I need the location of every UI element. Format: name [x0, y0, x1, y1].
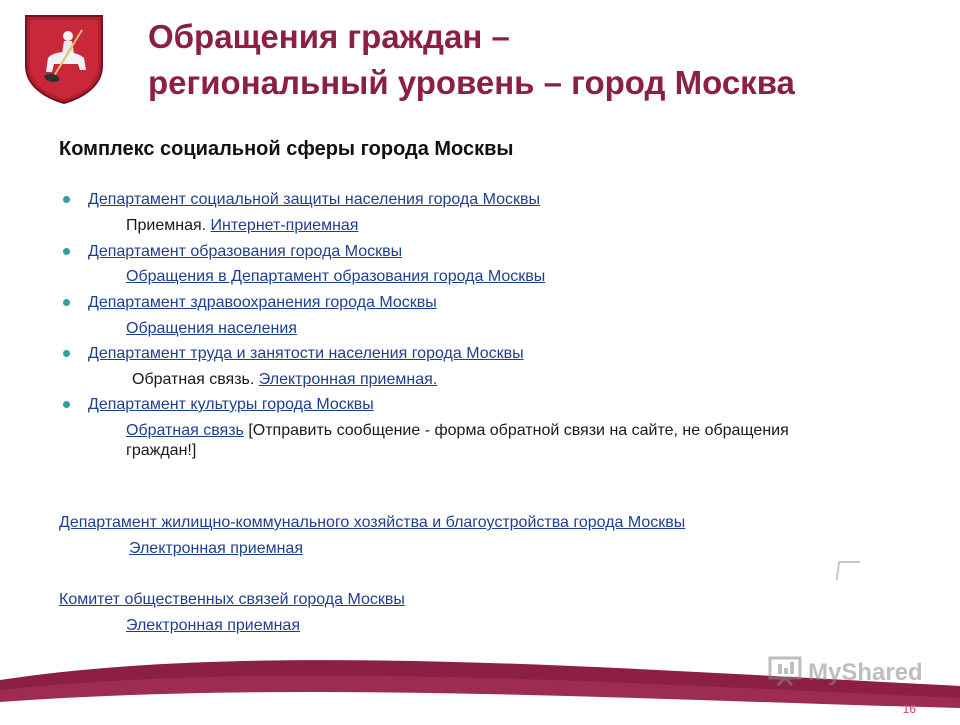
list-subitem: [126, 421, 826, 461]
dept-link-housing[interactable]: Департамент жилищно-коммунального хозяйства и благоустройства города Москвы: [59, 514, 686, 531]
page-number: 16: [902, 702, 916, 716]
list-item: [88, 395, 374, 415]
list-subitem: [126, 616, 300, 636]
dept-link-social[interactable]: Департамент социальной защиты населения города Москвы: [88, 191, 541, 208]
bullet-icon: [63, 248, 70, 255]
list-subitem: [132, 370, 437, 390]
corner-mark: [836, 561, 861, 580]
list-subitem: [126, 319, 297, 339]
bullet-icon: [63, 299, 70, 306]
electronic-reception-link[interactable]: Электронная приемная.: [258, 371, 438, 388]
watermark-text: MyShared: [808, 659, 923, 686]
list-subitem: [129, 539, 303, 559]
section-heading: Комплекс социальной сферы города Москвы: [59, 138, 514, 160]
bullet-icon: [63, 401, 70, 408]
dept-link-labor[interactable]: Департамент труда и занятости населения города Москвы: [88, 345, 524, 362]
list-item: [88, 190, 540, 210]
watermark: [768, 656, 923, 690]
list-item: [59, 513, 685, 533]
committee-reception-link[interactable]: Электронная приемная: [126, 617, 300, 634]
feedback-link[interactable]: Обратная связь: [126, 422, 244, 439]
committee-link[interactable]: Комитет общественных связей города Москвы: [59, 591, 405, 608]
dept-link-health[interactable]: Департамент здравоохранения города Москвы: [88, 294, 437, 311]
list-item: [88, 242, 402, 262]
sub-prefix: Обратная связь.: [132, 371, 259, 388]
bullet-icon: [63, 350, 70, 357]
dept-link-education[interactable]: Департамент образования города Москвы: [88, 243, 403, 260]
housing-reception-link[interactable]: Электронная приемная: [129, 540, 303, 557]
population-appeals-link[interactable]: Обращения населения: [126, 320, 297, 337]
feedback-note: [Отправить сообщение - форма обратной связи на сайте, не обращения граждан!]: [126, 422, 789, 459]
education-appeals-link[interactable]: Обращения в Департамент образования города Москвы: [126, 268, 546, 285]
list-item: [88, 344, 524, 364]
list-item: [88, 293, 437, 313]
title-line-2: региональный уровень – город Москва: [148, 64, 795, 101]
internet-reception-link[interactable]: Интернет-приемная: [210, 217, 359, 234]
moscow-coat-of-arms-icon: [24, 14, 104, 104]
bullet-icon: [63, 196, 70, 203]
list-item: [59, 590, 405, 610]
sub-prefix: Приемная.: [126, 217, 211, 234]
title-line-1: Обращения граждан –: [148, 18, 510, 55]
slide-title: [148, 14, 795, 106]
dept-link-culture[interactable]: Департамент культуры города Москвы: [88, 396, 374, 413]
presentation-icon: [768, 656, 802, 691]
list-subitem: [126, 267, 545, 287]
list-subitem: [126, 216, 358, 236]
